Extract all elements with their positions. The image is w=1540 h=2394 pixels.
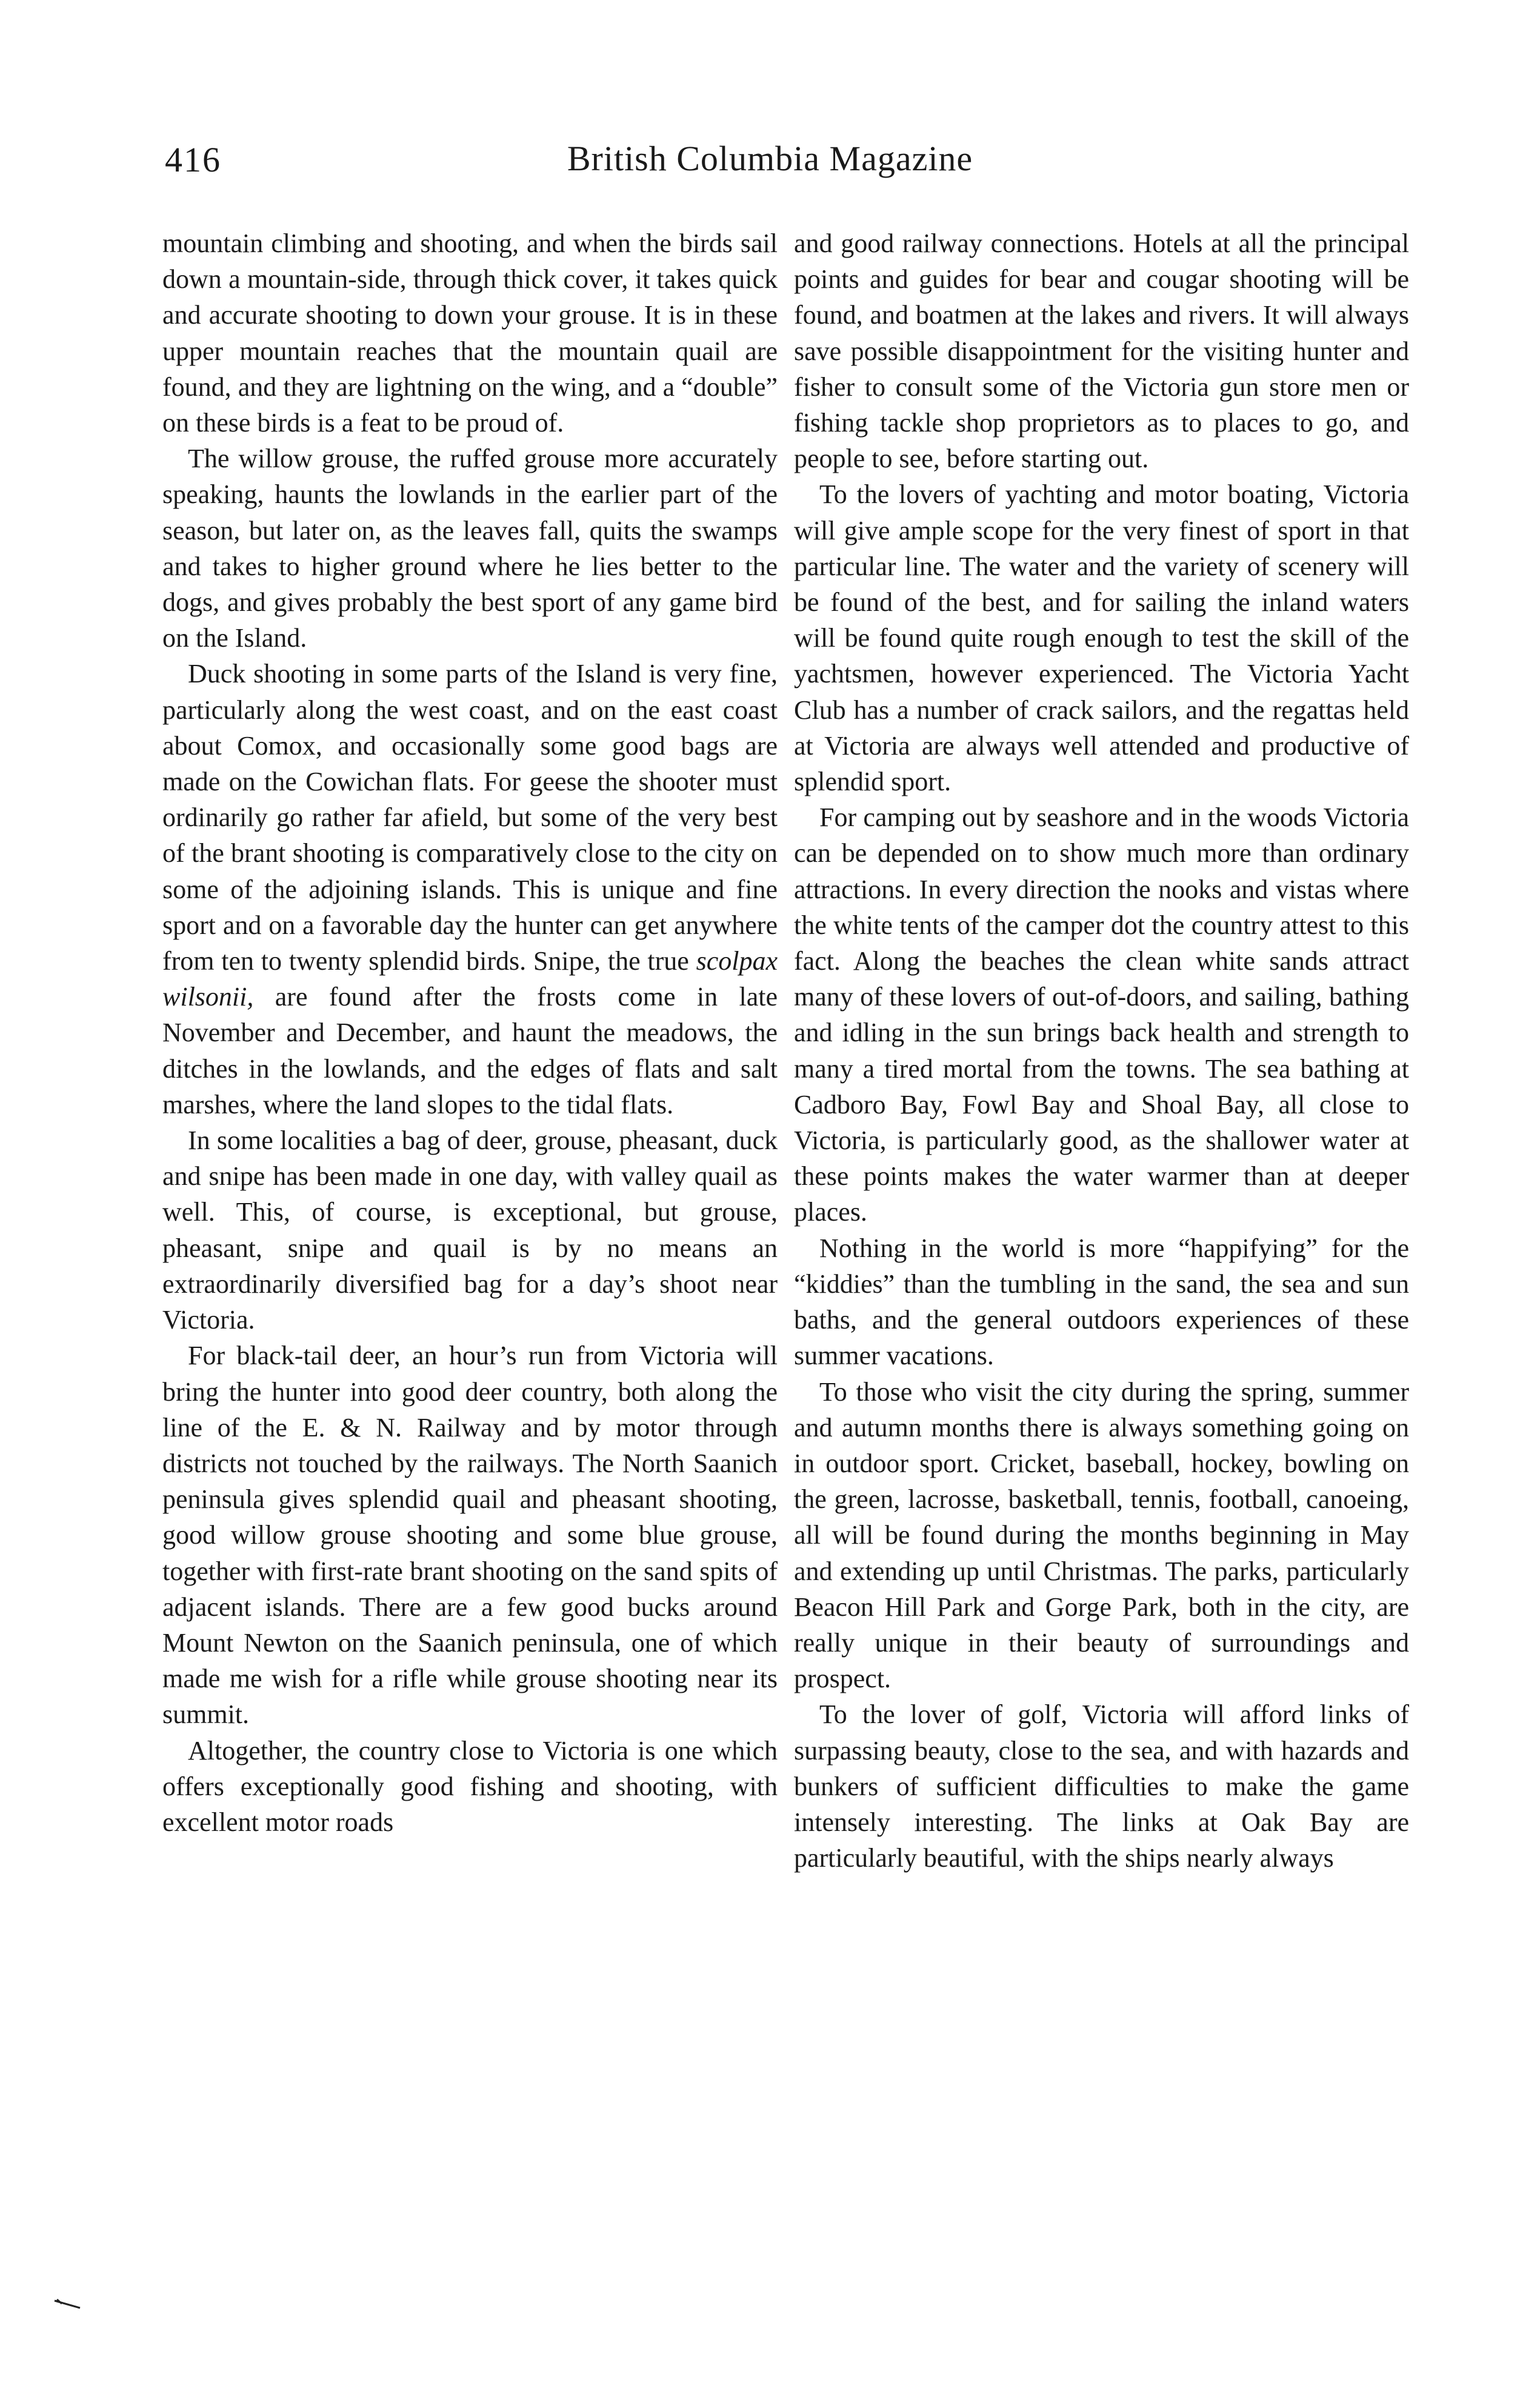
- paragraph: To the lovers of yachting and motor boating, Victoria will give ample scope for the very finest of sport in that particular line. The water and the variety of scenery will be found of the best, and for sailing the inland waters will be found quite rough enough to test the skill of the yachtsmen, however experienced. The Victoria Yacht Club has a number of crack sailors, and the regattas held at Victoria are always well attended and productive of splendid sport.: [794, 479, 1409, 797]
- paragraph-text: Duck shooting in some parts of the Island is very fine, particularly along the west coast, and on the east coast about Comox, and occasionally some good bags are made on the Cowichan flats. For geese the shooter must ordinarily go rather far afield, but some of the very best of the brant shooting is comparatively close to the city on some of the adjoining islands. This is unique and fine sport and on a favorable day the hunter can get anywhere from ten to twenty splendid birds. Snipe, the true: [162, 659, 778, 976]
- paragraph: Nothing in the world is more “happifying” for the “kiddies” than the tumbling in the sand, the sea and sun baths, and the general outdoors experiences of these summer vacations.: [794, 1233, 1409, 1371]
- paragraph: To those who visit the city during the spring, summer and autumn months there is always something going on in outdoor sport. Cricket, baseball, hockey, bowling on the green, lacrosse, basketball, tennis, football, canoeing, all will be found during the months beginning in May and extending up until Christmas. The parks, particularly Beacon Hill Park and Gorge Park, both in the city, are really unique in their beauty of surroundings and prospect.: [794, 1376, 1409, 1694]
- species-name: scolpax wilsonii,: [162, 946, 778, 1012]
- scan-mark-icon: [53, 2298, 81, 2309]
- page-number: 416: [165, 140, 221, 179]
- paragraph: To the lover of golf, Victoria will afford links of surpassing beauty, close to the sea, and with hazards and bunkers of sufficient difficulties to make the game intensely interesting. The links at Oak Bay are particularly beautiful, with the ships nearly always: [794, 1699, 1409, 1873]
- paragraph: Altogether, the country close to Victoria is one which offers exceptionally good fishing and shooting, with excellent motor roads: [162, 1735, 778, 1837]
- paragraph: For black-tail deer, an hour’s run from Victoria will bring the hunter into good deer country, both along the line of the E. & N. Railway and by motor through districts not touched by the railways. The North Saanich peninsula gives splendid quail and pheasant shooting, good willow grouse shooting and some blue grouse, together with first-rate brant shooting on the sand spits of adjacent islands. There are a few good bucks around Mount Newton on the Saanich peninsula, one of which made me wish for a rifle while grouse shooting near its summit.: [162, 1341, 778, 1730]
- paragraph: In some localities a bag of deer, grouse, pheasant, duck and snipe has been made in one day, with valley quail as well. This, of course, is exceptional, but grouse, pheasant, snipe and quail is by no means an extraordinarily diversified bag for a day’s shoot near Victoria.: [162, 1125, 778, 1335]
- paragraph: and good railway connections. Hotels at all the principal points and guides for bear and cougar shooting will be found, and boatmen at the lakes and rivers. It will always save possible disappointment for the visiting hunter and fisher to consult some of the Victoria gun store men or fishing tackle shop proprietors as to places to go, and people to see, before starting out.: [794, 228, 1409, 474]
- paragraph-text: are found after the frosts come in late November and December, and haunt the meadows, the ditches in the lowlands, and the edges of flats and salt marshes, where the land slopes to the tidal flats.: [162, 982, 778, 1119]
- right-column: [794, 225, 1409, 1876]
- running-title: British Columbia Magazine: [567, 139, 973, 178]
- paragraph: For camping out by seashore and in the woods Victoria can be depended on to show much more than ordinary attractions. In every direction the nooks and vistas where the white tents of the camper dot the country attest to this fact. Along the beaches the clean white sands attract many of these lovers of out-of-doors, and sailing, bathing and idling in the sun brings back health and strength to many a tired mortal from the towns. The sea bathing at Cadboro Bay, Fowl Bay and Shoal Bay, all close to Victoria, is particularly good, as the shallower water at these points makes the water warmer than at deeper places.: [794, 802, 1409, 1227]
- paragraph: The willow grouse, the ruffed grouse more accurately speaking, haunts the lowlands in the earlier part of the season, but later on, as the leaves fall, quits the swamps and takes to higher ground where he lies better to the dogs, and gives probably the best sport of any game bird on the Island.: [162, 444, 778, 653]
- paragraph: mountain climbing and shooting, and when the birds sail down a mountain-side, through thick cover, it takes quick and accurate shooting to down your grouse. It is in these upper mountain reaches that the mountain quail are found, and they are lightning on the wing, and a “double” on these birds is a feat to be proud of.: [162, 228, 778, 438]
- paragraph: [162, 656, 778, 1122]
- left-column: [162, 225, 778, 1840]
